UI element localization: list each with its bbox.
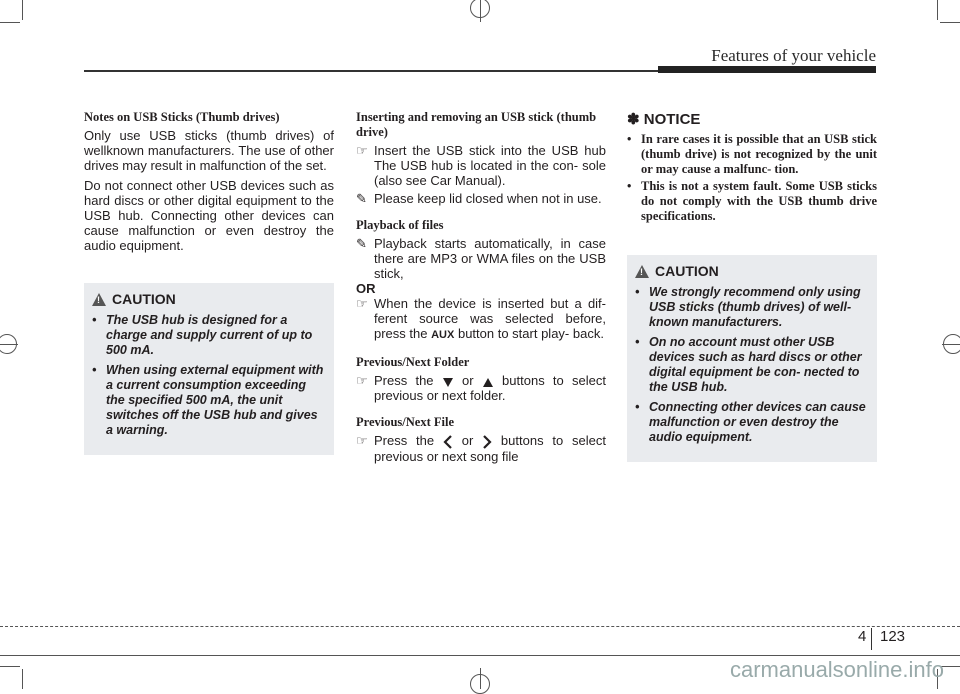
caution-text: The USB hub is designed for a charge and supply current of up to 500 mA. bbox=[106, 313, 313, 357]
crop-mark bbox=[0, 22, 20, 23]
caution-item bbox=[635, 400, 870, 445]
crop-mark bbox=[937, 0, 938, 20]
footer-dashed-rule bbox=[0, 626, 960, 627]
instruction-text bbox=[374, 373, 606, 403]
playback-heading: Playback of files bbox=[356, 218, 444, 232]
caution-item bbox=[92, 313, 327, 358]
column-usb-notes bbox=[84, 110, 334, 258]
instruction-text-part: button to start play- back. bbox=[457, 326, 604, 341]
file-heading: Previous/Next File bbox=[356, 415, 455, 429]
section-title: Features of your vehicle bbox=[711, 46, 876, 65]
crop-mark bbox=[940, 22, 960, 23]
warning-triangle-icon bbox=[92, 293, 106, 306]
chevron-right-icon bbox=[482, 435, 492, 449]
note-item bbox=[356, 236, 606, 281]
registration-mark-bottom-line bbox=[480, 668, 481, 689]
instruction-text-part: or bbox=[462, 373, 474, 388]
bullet: • bbox=[92, 363, 97, 377]
chevron-left-icon bbox=[443, 435, 453, 449]
notice-item bbox=[627, 179, 877, 224]
hand-pointer-icon: ☞ bbox=[356, 433, 368, 448]
instruction-text-part: Press the bbox=[374, 373, 434, 388]
instruction-text: Insert the USB stick into the USB hub The USB hub is located in the con- sole (also see Car Manual). bbox=[374, 143, 606, 188]
usb-notes-heading: Notes on USB Sticks (Thumb drives) bbox=[84, 110, 280, 124]
caution-item bbox=[92, 363, 327, 438]
notice-text: In rare cases it is possible that an USB stick (thumb drive) is not recognized by the unit or may cause a malfunc- tion. bbox=[641, 132, 877, 176]
bullet: • bbox=[635, 285, 640, 299]
column-notice bbox=[627, 110, 877, 226]
instruction-text-part: buttons to select previous or next folder. bbox=[374, 373, 606, 403]
notice-title: ✽ NOTICE bbox=[627, 111, 701, 128]
instruction-text-part: or bbox=[461, 433, 474, 448]
caution-text: When using external equipment with a current consumption exceeding the specified 500 mA, the unit switches off the USB hub and gives a warning. bbox=[106, 363, 324, 437]
header-tab-bar bbox=[658, 66, 876, 73]
or-label: OR bbox=[356, 281, 376, 296]
note-text: Please keep lid closed when not in use. bbox=[374, 191, 602, 206]
caution-item bbox=[635, 335, 870, 395]
caution-heading bbox=[92, 291, 327, 307]
instruction-text-part: Press the bbox=[374, 433, 435, 448]
crop-mark bbox=[22, 669, 23, 689]
caution-item bbox=[635, 285, 870, 330]
pencil-note-icon: ✎ bbox=[356, 236, 367, 251]
watermark: carmanualsonline.info bbox=[729, 657, 944, 682]
usb-notes-paragraph-2: Do not connect other USB devices such as hard discs or other digital equipment to the USB hub. Connecting other devices can cause malfunction or even destroy the audio equipment. bbox=[84, 178, 334, 253]
up-arrow-icon bbox=[482, 376, 494, 388]
instruction-text-part: When the device is inserted but a dif- ferent source was selected before, press the bbox=[374, 296, 606, 341]
caution-text: Connecting other devices can cause malfunction or even destroy the audio equipment. bbox=[649, 400, 866, 444]
registration-mark-right-line bbox=[942, 344, 960, 345]
caution-heading bbox=[635, 263, 870, 279]
instruction-text bbox=[374, 296, 606, 343]
pencil-note-icon: ✎ bbox=[356, 191, 367, 206]
page-number-separator bbox=[871, 628, 872, 650]
caution-text: On no account must other USB devices such as hard discs or other digital equipment be con- nected to the USB hub. bbox=[649, 335, 862, 394]
bullet: • bbox=[92, 313, 97, 327]
caution-box-usb-hub bbox=[84, 283, 334, 455]
hand-pointer-icon: ☞ bbox=[356, 296, 368, 311]
column-usb-operation bbox=[356, 110, 606, 464]
notice-text: This is not a system fault. Some USB sticks do not comply with the USB thumb drive specifications. bbox=[641, 179, 877, 223]
caution-text: We strongly recommend only using USB sticks (thumb drives) of well-known manufacturers. bbox=[649, 285, 861, 329]
bullet: • bbox=[635, 335, 640, 349]
registration-mark-top-line bbox=[480, 0, 481, 22]
down-arrow-icon bbox=[442, 376, 454, 388]
instruction-item bbox=[356, 143, 606, 188]
bullet: • bbox=[627, 179, 632, 193]
folder-heading: Previous/Next Folder bbox=[356, 355, 470, 369]
instruction-item bbox=[356, 296, 606, 343]
notice-item bbox=[627, 132, 877, 177]
bullet: • bbox=[627, 132, 632, 146]
chapter-number: 4 bbox=[858, 628, 867, 645]
registration-mark-left-line bbox=[0, 344, 18, 345]
page-number: 123 bbox=[880, 628, 906, 645]
instruction-text-part: buttons to select previous or next song file bbox=[374, 433, 606, 464]
footer-rule bbox=[0, 655, 960, 656]
instruction-item bbox=[356, 373, 606, 403]
instruction-text bbox=[374, 433, 606, 464]
inserting-heading: Inserting and removing an USB stick (thumb drive) bbox=[356, 110, 597, 139]
warning-triangle-icon bbox=[635, 265, 649, 278]
crop-mark bbox=[22, 0, 23, 20]
caution-title: CAUTION bbox=[112, 291, 176, 307]
instruction-item bbox=[356, 433, 606, 464]
hand-pointer-icon: ☞ bbox=[356, 143, 368, 158]
caution-box-usb-devices bbox=[627, 255, 877, 462]
aux-button-label: AUX bbox=[431, 329, 455, 341]
hand-pointer-icon: ☞ bbox=[356, 373, 368, 388]
caution-title: CAUTION bbox=[655, 263, 719, 279]
bullet: • bbox=[635, 400, 640, 414]
note-item bbox=[356, 191, 606, 206]
note-text: Playback starts automatically, in case there are MP3 or WMA files on the USB stick, bbox=[374, 236, 606, 281]
crop-mark bbox=[0, 666, 20, 667]
usb-notes-paragraph-1: Only use USB sticks (thumb drives) of wellknown manufacturers. The use of other drives may result in malfunction of the set. bbox=[84, 128, 334, 173]
